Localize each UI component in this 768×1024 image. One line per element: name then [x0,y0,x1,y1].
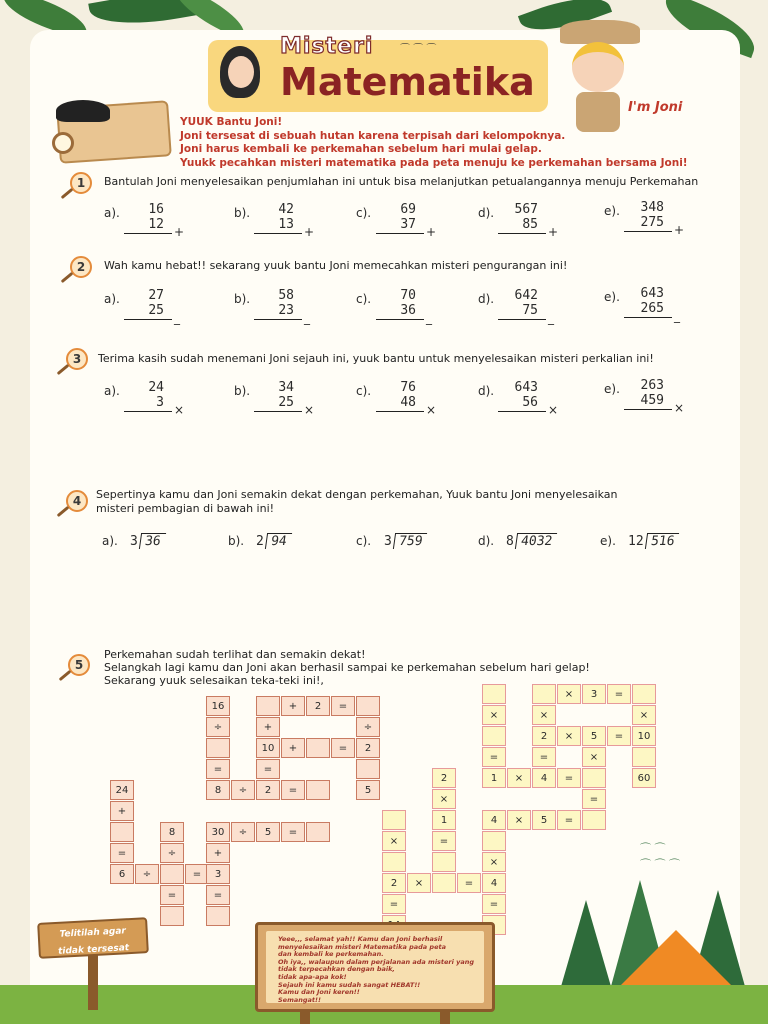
operand-1: 16 [148,202,164,217]
problem-label: a). [102,534,118,548]
puzzle-cell: 10 [632,726,656,746]
answer-line[interactable] [124,411,172,412]
puzzle-cell: 60 [632,768,656,788]
answer-line[interactable] [376,411,424,412]
arrow-sign-line1: Telitilah agar [59,926,127,940]
operand-2: 37 [400,217,416,232]
puzzle-cell: 24 [110,780,134,800]
puzzle-cell: 5 [532,810,556,830]
divisor: 3 [384,534,392,549]
operand-1: 76 [400,380,416,395]
problem-label: a). [104,384,120,398]
puzzle-cell[interactable] [482,726,506,746]
author-avatar-face [228,56,254,88]
problem-3-2 [234,380,324,420]
puzzle-cell: 5 [582,726,606,746]
puzzle-cell[interactable] [382,810,406,830]
operand-1: 348 [640,200,664,215]
section-number-3: 3 [66,348,88,370]
problem-3-5 [604,378,694,418]
puzzle-cell: × [557,684,581,704]
problem-2-4 [478,288,568,328]
puzzle-cell: = [382,894,406,914]
operator-sign: × [548,403,559,417]
problem-label: c). [356,292,372,306]
operand-1: 642 [514,288,538,303]
operand-2: 36 [400,303,416,318]
problem-label: a). [104,292,120,306]
operator-sign: × [304,403,315,417]
puzzle-cell: = [331,696,355,716]
puzzle-cell[interactable] [160,864,184,884]
question-1-text: Bantulah Joni menyelesaikan penjumlahan ini untuk bisa melanjutkan petualangannya menuju Perkemahan [104,175,699,188]
puzzle-cell: 3 [582,684,606,704]
explorer-hat-icon [56,100,110,122]
arrow-sign-post [88,950,98,1010]
operand-2: 75 [522,303,538,318]
birds-decoration: ⌒ ⌒ ⌒ [400,44,437,55]
arrow-sign-line2: tidak tersesat [57,943,130,957]
puzzle-cell[interactable] [306,780,330,800]
puzzle-cell: 5 [356,780,380,800]
puzzle-cell: 2 [306,696,330,716]
puzzle-cell: 1 [432,810,456,830]
puzzle-cell: × [507,768,531,788]
puzzle-cell: 2 [532,726,556,746]
operand-2: 25 [148,303,164,318]
puzzle-cell: 30 [206,822,230,842]
puzzle-cell: 5 [256,822,280,842]
message-board [255,922,495,1012]
problem-3-4 [478,380,568,420]
operand-2: 275 [640,215,664,230]
puzzle-cell: × [507,810,531,830]
operator-sign: + [548,225,559,239]
puzzle-cell: × [407,873,431,893]
problem-label: d). [478,292,495,306]
puzzle-cell: ÷ [135,864,159,884]
operator-sign: + [174,225,185,239]
puzzle-cell: + [281,696,305,716]
problem-label: e). [604,290,620,304]
problem-1-1 [104,202,194,242]
answer-line[interactable] [124,233,172,234]
joni-character [560,20,640,44]
title-line1: Misteri [280,34,374,59]
operand-1: 643 [514,380,538,395]
puzzle-cell: = [457,873,481,893]
answer-line[interactable] [498,233,546,234]
puzzle-cell: = [281,780,305,800]
puzzle-cell: ÷ [160,843,184,863]
dividend: 516 [645,533,680,549]
question-4-line1: Sepertinya kamu dan Joni semakin dekat dengan perkemahan, Yuuk bantu Joni menyelesaikan [96,488,618,501]
operator-sign: _ [548,311,554,325]
arrow-sign [37,917,149,959]
message-line: menyelesaikan misteri Matematika pada peta [278,942,446,951]
puzzle-cell: 2 [382,873,406,893]
problem-label: a). [104,206,120,220]
puzzle-cell[interactable] [306,738,330,758]
problem-2-1 [104,288,194,328]
section-number-5: 5 [68,654,90,676]
puzzle-cell[interactable] [306,822,330,842]
problem-label: c). [356,206,372,220]
operand-1: 70 [400,288,416,303]
problem-label: d). [478,206,495,220]
operand-1: 42 [278,202,294,217]
intro-line: YUUK Bantu Joni! [180,116,283,128]
puzzle-cell: + [281,738,305,758]
answer-line[interactable] [498,319,546,320]
puzzle-cell: = [110,843,134,863]
magnifier-icon [52,132,74,154]
puzzle-cell: × [582,747,606,767]
birds-decoration: ⌒ ⌒ ⌒ ⌒ ⌒ [640,842,680,871]
puzzle-cell: = [557,768,581,788]
division-problem-5 [600,533,678,553]
puzzle-cell[interactable] [482,831,506,851]
problem-label: c). [356,534,372,548]
operand-2: 3 [156,395,164,410]
message-line: tidak terpecahkan dengan baik, [278,965,395,974]
intro-text [180,116,688,170]
puzzle-cell: = [557,810,581,830]
message-board-text [278,936,474,1004]
operand-2: 56 [522,395,538,410]
operator-sign: × [174,403,185,417]
puzzle-cell: = [532,747,556,767]
answer-line[interactable] [376,319,424,320]
puzzle-cell[interactable] [482,684,506,704]
puzzle-cell: 2 [256,780,280,800]
divisor: 12 [628,534,644,549]
question-3-text: Terima kasih sudah menemani Joni sejauh ini, yuuk bantu untuk menyelesaikan misteri perkalian ini! [98,352,654,365]
answer-line[interactable] [124,319,172,320]
puzzle-cell: = [256,759,280,779]
problem-1-2 [234,202,324,242]
operand-1: 69 [400,202,416,217]
divisor: 8 [506,534,514,549]
operator-sign: + [426,225,437,239]
puzzle-cell: = [607,684,631,704]
question-5-text [104,648,590,687]
operand-1: 34 [278,380,294,395]
puzzle-cell: × [382,831,406,851]
operator-sign: _ [174,311,180,325]
division-problem-4 [478,533,556,553]
answer-line[interactable] [376,233,424,234]
puzzle-cell[interactable] [632,684,656,704]
problem-label: d). [478,534,495,548]
dividend: 4032 [515,533,558,549]
message-line: Oh iya,, walaupun dalam perjalanan ada misteri yang [278,957,475,966]
operand-1: 567 [514,202,538,217]
problem-label: b). [234,292,251,306]
puzzle-cell: 2 [432,768,456,788]
puzzle-cell: 8 [160,822,184,842]
puzzle-cell[interactable] [632,747,656,767]
puzzle-cell[interactable] [382,852,406,872]
puzzle-cell: × [432,789,456,809]
problem-1-4 [478,202,568,242]
puzzle-cell: = [582,789,606,809]
dividend: 36 [139,533,166,549]
operand-2: 23 [278,303,294,318]
problem-label: e). [604,382,620,396]
question-4-line2: misteri pembagian di bawah ini! [96,502,275,515]
division-problem-2 [228,533,290,553]
puzzle-cell: + [206,843,230,863]
question-4-text [96,488,618,516]
operand-2: 265 [640,301,664,316]
operand-1: 27 [148,288,164,303]
puzzle-cell: + [256,717,280,737]
message-line: dan kembali ke perkemahan. [278,950,384,959]
operand-2: 12 [148,217,164,232]
question-5-line3: Sekarang yuuk selesaikan teka-teki ini!, [104,674,324,687]
operand-2: 25 [278,395,294,410]
answer-line[interactable] [254,319,302,320]
puzzle-cell: ÷ [206,717,230,737]
question-2-text: Wah kamu hebat!! sekarang yuuk bantu Joni memecahkan misteri pengurangan ini! [104,259,568,272]
puzzle-cell[interactable] [160,906,184,926]
puzzle-cell: × [557,726,581,746]
problem-label: b). [234,206,251,220]
puzzle-cell: = [160,885,184,905]
problem-3-1 [104,380,194,420]
message-line: tidak apa-apa kok! [278,972,347,981]
operand-1: 643 [640,286,664,301]
operator-sign: + [304,225,315,239]
puzzle-cell: = [281,822,305,842]
puzzle-cell: = [607,726,631,746]
puzzle-cell: = [331,738,355,758]
intro-line: Joni harus kembali ke perkemahan sebelum hari mulai gelap. [180,143,542,155]
answer-line[interactable] [498,411,546,412]
problem-1-3 [356,202,446,242]
puzzle-cell[interactable] [582,810,606,830]
puzzle-cell: = [206,759,230,779]
puzzle-cell: = [482,747,506,767]
puzzle-cell: ÷ [356,717,380,737]
operand-1: 58 [278,288,294,303]
intro-line: Joni tersesat di sebuah hutan karena terpisah dari kelompoknya. [180,129,566,142]
puzzle-cell: 4 [482,873,506,893]
section-number-4: 4 [66,490,88,512]
puzzle-cell: × [532,705,556,725]
message-line: Sejauh ini kamu sudah sangat HEBAT!! [278,980,421,989]
dividend: 94 [265,533,292,549]
problem-1-5 [604,200,694,240]
operand-1: 24 [148,380,164,395]
puzzle-cell: 4 [532,768,556,788]
puzzle-cell[interactable] [582,768,606,788]
operator-sign: × [426,403,437,417]
operand-2: 85 [522,217,538,232]
problem-2-5 [604,286,694,326]
answer-line[interactable] [624,231,672,232]
answer-line[interactable] [254,233,302,234]
problem-label: c). [356,384,372,398]
operator-sign: _ [426,311,432,325]
section-number-1: 1 [70,172,92,194]
puzzle-cell[interactable] [206,906,230,926]
problem-2-3 [356,288,446,328]
operator-sign: _ [674,309,680,323]
question-5-line1: Perkemahan sudah terlihat dan semakin dekat! [104,648,366,661]
puzzle-cell: 3 [206,864,230,884]
intro-line: Yuukk pecahkan misteri matematika pada peta menuju ke perkemahan bersama Joni! [180,156,688,169]
puzzle-cell: 6 [110,864,134,884]
puzzle-cell: 2 [356,738,380,758]
puzzle-cell: × [482,705,506,725]
operand-2: 48 [400,395,416,410]
division-problem-3 [356,533,426,553]
problem-label: b). [228,534,245,548]
problem-label: e). [604,204,620,218]
divisor: 3 [130,534,138,549]
operand-2: 13 [278,217,294,232]
section-number-2: 2 [70,256,92,278]
operator-sign: + [674,223,685,237]
message-line: Yeee,,, selamat yah!! Kamu dan Joni berhasil [278,935,443,943]
puzzle-cell[interactable] [110,822,134,842]
puzzle-cell: 8 [206,780,230,800]
puzzle-cell[interactable] [356,759,380,779]
puzzle-cell: = [185,864,209,884]
puzzle-cell[interactable] [432,852,456,872]
puzzle-cell: = [206,885,230,905]
question-5-line2: Selangkah lagi kamu dan Joni akan berhasil sampai ke perkemahan sebelum hari gelap! [104,661,590,674]
puzzle-cell[interactable] [256,696,280,716]
title-line2: Matematika [280,60,535,104]
problem-3-3 [356,380,446,420]
message-board-inner [266,931,484,1003]
puzzle-cell: 16 [206,696,230,716]
puzzle-cell: × [482,852,506,872]
operand-1: 263 [640,378,664,393]
puzzle-cell[interactable] [206,738,230,758]
puzzle-cell: 1 [482,768,506,788]
answer-line[interactable] [254,411,302,412]
puzzle-cell: + [110,801,134,821]
message-line: Kamu dan Joni keren!! [278,988,360,997]
puzzle-cell: 10 [256,738,280,758]
division-problem-1 [102,533,164,553]
dividend: 759 [393,533,428,549]
puzzle-cell: ÷ [231,780,255,800]
character-tag: I'm Joni [628,100,683,115]
puzzle-cell: × [632,705,656,725]
problem-2-2 [234,288,324,328]
problem-label: b). [234,384,251,398]
divisor: 2 [256,534,264,549]
puzzle-cell: ÷ [231,822,255,842]
problem-label: e). [600,534,616,548]
message-line: Semangat!! [278,995,321,1004]
puzzle-cell: 4 [482,810,506,830]
puzzle-cell[interactable] [356,696,380,716]
joni-face [572,42,624,92]
problem-label: d). [478,384,495,398]
puzzle-cell: = [482,894,506,914]
puzzle-cell[interactable] [432,873,456,893]
puzzle-cell: = [432,831,456,851]
operator-sign: _ [304,311,310,325]
puzzle-cell[interactable] [532,684,556,704]
operand-2: 459 [640,393,664,408]
answer-line[interactable] [624,409,672,410]
answer-line[interactable] [624,317,672,318]
operator-sign: × [674,401,685,415]
